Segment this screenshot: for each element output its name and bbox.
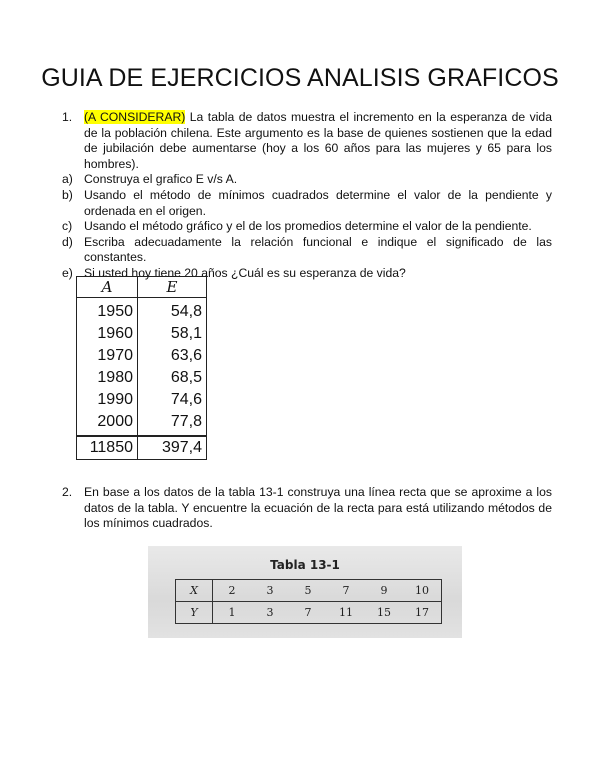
table-cell: 5 [289, 580, 327, 602]
row-label-y: Y [176, 602, 213, 624]
sub-item-text: Construya el grafico E v/s A. [84, 172, 238, 187]
sub-item-c [62, 219, 552, 235]
sub-item-label: c) [62, 219, 73, 234]
table-row [77, 298, 207, 324]
page-title: GUIA DE EJERCICIOS ANALISIS GRAFICOS [41, 64, 559, 92]
question-1 [62, 110, 552, 282]
table-row [77, 367, 207, 389]
table-header-a: A [77, 277, 138, 298]
row-label-x: X [176, 580, 213, 602]
table-row [77, 411, 207, 436]
table-cell: 17 [415, 606, 429, 619]
sub-item-b [62, 188, 552, 219]
table-cell: 1 [228, 606, 236, 619]
table-cell: 11 [339, 606, 353, 619]
table-cell: 1960 [77, 323, 138, 345]
sub-item-text: Si usted hoy tiene 20 años ¿Cuál es su esperanza de vida? [84, 265, 406, 280]
scanned-table-image [148, 546, 462, 638]
sub-item-label: a) [62, 172, 73, 187]
table-cell: 3 [266, 606, 274, 619]
question-2-text: En base a los datos de la tabla 13-1 construya una línea recta que se aproxime a los datos de la tabla. Y encuentre la ecuación de la recta para está utilizando métodos de los mínimos cuadrados. [84, 485, 552, 531]
table-totals-row [77, 436, 207, 460]
table-cell: 3 [251, 580, 289, 602]
sub-item-label: d) [62, 234, 73, 249]
table-row-y [176, 602, 442, 624]
table-cell: 10 [403, 580, 442, 602]
table-cell: 54,8 [138, 298, 207, 324]
table-cell: 15 [377, 606, 391, 619]
table-header-e: E [138, 277, 207, 298]
question-1-body: La tabla de datos muestra el incremento en la esperanza de vida de la población chilena. Este argumento es la base de quienes sostienen que la edad de jubilación debe aumentarse (hoy a los 60 años para las mujeres y 65 para los hombres). [84, 110, 552, 171]
table-cell: 58,1 [138, 323, 207, 345]
highlight-consider: (A CONSIDERAR) [84, 110, 186, 124]
table-cell: 1980 [77, 367, 138, 389]
table-total-a: 11850 [77, 436, 138, 460]
table-cell: 68,5 [138, 367, 207, 389]
sub-item-a [62, 172, 552, 188]
sub-item-text: Usando el método de mínimos cuadrados determine el valor de la pendiente y ordenada en el origen. [84, 187, 552, 218]
table-cell: 74,6 [138, 389, 207, 411]
sub-item-d [62, 235, 552, 266]
table-cell: 9 [365, 580, 403, 602]
table-cell: 1990 [77, 389, 138, 411]
table-cell: 1950 [77, 298, 138, 324]
table-cell: 2000 [77, 411, 138, 436]
table-cell: 1970 [77, 345, 138, 367]
sub-item-label: b) [62, 187, 73, 202]
table-total-e: 397,4 [138, 436, 207, 460]
table-row [77, 323, 207, 345]
sub-item-label: e) [62, 265, 73, 280]
table-cell: 77,8 [138, 411, 207, 436]
sub-item-text: Escriba adecuadamente la relación funcional e indique el significado de las constantes. [84, 234, 552, 265]
life-expectancy-table [76, 276, 207, 460]
question-2 [62, 485, 552, 532]
table-cell: 7 [327, 580, 365, 602]
scanned-table-title: Tabla 13-1 [270, 558, 340, 572]
table-cell: 63,6 [138, 345, 207, 367]
question-1-number: 1. [62, 110, 73, 124]
table-13-1 [175, 579, 442, 624]
question-1-text [84, 110, 552, 172]
question-2-number: 2. [62, 485, 73, 499]
table-cell: 7 [304, 606, 312, 619]
table-row [77, 345, 207, 367]
sub-item-text: Usando el método gráfico y el de los promedios determine el valor de la pendiente. [84, 219, 532, 234]
table-row [77, 389, 207, 411]
table-row-x [176, 580, 442, 602]
table-cell: 2 [213, 580, 252, 602]
